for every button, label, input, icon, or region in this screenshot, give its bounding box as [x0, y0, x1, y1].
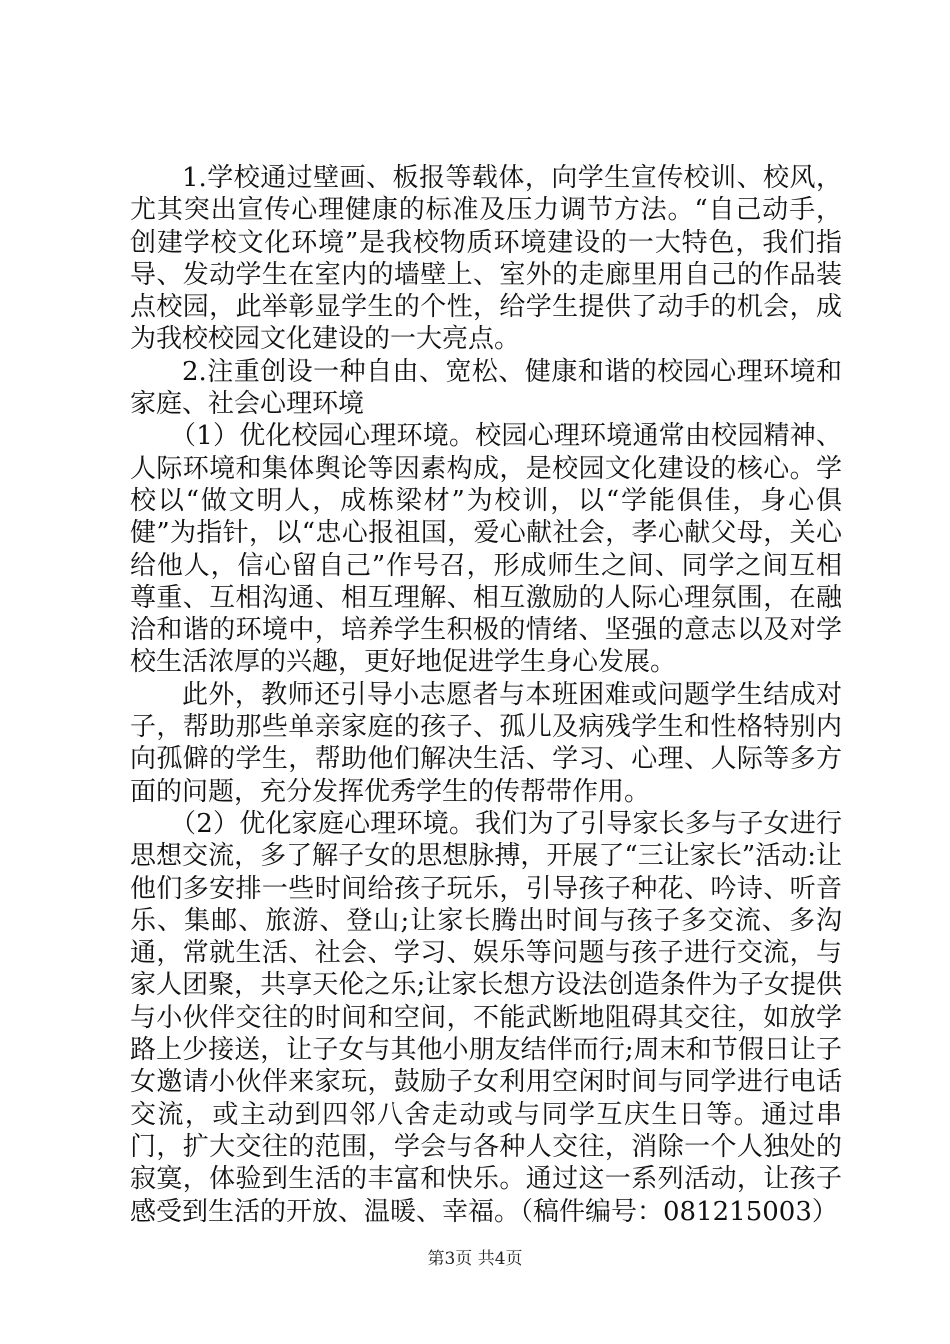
paragraph-1-culture-walls: 1.学校通过壁画、板报等载体，向学生宣传校训、校风，尤其突出宣传心理健康的标准及压力调节方法。“自己动手，创建学校文化环境”是我校物质环境建设的一大特色，我们指导、发动学生在室内的墙壁上、室外的走廊里用自己的作品装点校园，此举彰显学生的个性，给学生提供了动手的机会，成为我校校园文化建设的一大亮点。 [130, 163, 842, 355]
body-text [130, 162, 842, 1228]
paragraph-3-campus-environment: （1）优化校园心理环境。校园心理环境通常由校园精神、人际环境和集体舆论等因素构成，是校园文化建设的核心。学校以“做文明人，成栋梁材”为校训，以“学能俱佳，身心俱健”为指针，以“忠心报祖国，爱心献社会，孝心献父母，关心给他人，信心留自己”作号召，形成师生之间、同学之间互相尊重、互相沟通、相互理解、相互激励的人际心理氛围，在融洽和谐的环境中，培养学生积极的情绪、坚强的意志以及对学校生活浓厚的兴趣，更好地促进学生身心发展。 [130, 421, 842, 678]
paragraph-2-heading: 2.注重创设一种自由、宽松、健康和谐的校园心理环境和家庭、社会心理环境 [130, 356, 842, 420]
paragraph-5-family-environment: （2）优化家庭心理环境。我们为了引导家长多与子女进行思想交流，多了解子女的思想脉搏，开展了“三让家长”活动:让他们多安排一些时间给孩子玩乐，引导孩子种花、吟诗、听音乐、集邮、旅游、登山;让家长腾出时间与孩子多交流、多沟通，常就生活、社会、学习、娱乐等问题与孩子进行交流，与家人团聚，共享天伦之乐;让家长想方设法创造条件为子女提供与小伙伴交往的时间和空间，不能武断地阻碍其交往，如放学路上少接送，让子女与其他小朋友结伴而行;周末和节假日让子女邀请小伙伴来家玩，鼓励子女利用空闲时间与同学进行电话交流，或主动到四邻八舍走动或与同学互庆生日等。通过串门，扩大交往的范围，学会与各种人交往，消除一个人独处的寂寞，体验到生活的丰富和快乐。通过这一系列活动，让孩子感受到生活的开放、温暖、幸福。（稿件编号：081215003） [130, 808, 842, 1227]
page-footer: 第3页 共4页 [427, 1249, 523, 1269]
paragraph-4-volunteers: 此外，教师还引导小志愿者与本班困难或问题学生结成对子，帮助那些单亲家庭的孩子、孤儿及病残学生和性格特别内向孤僻的学生，帮助他们解决生活、学习、心理、人际等多方面的问题，充分发挥优秀学生的传帮带作用。 [130, 679, 842, 807]
